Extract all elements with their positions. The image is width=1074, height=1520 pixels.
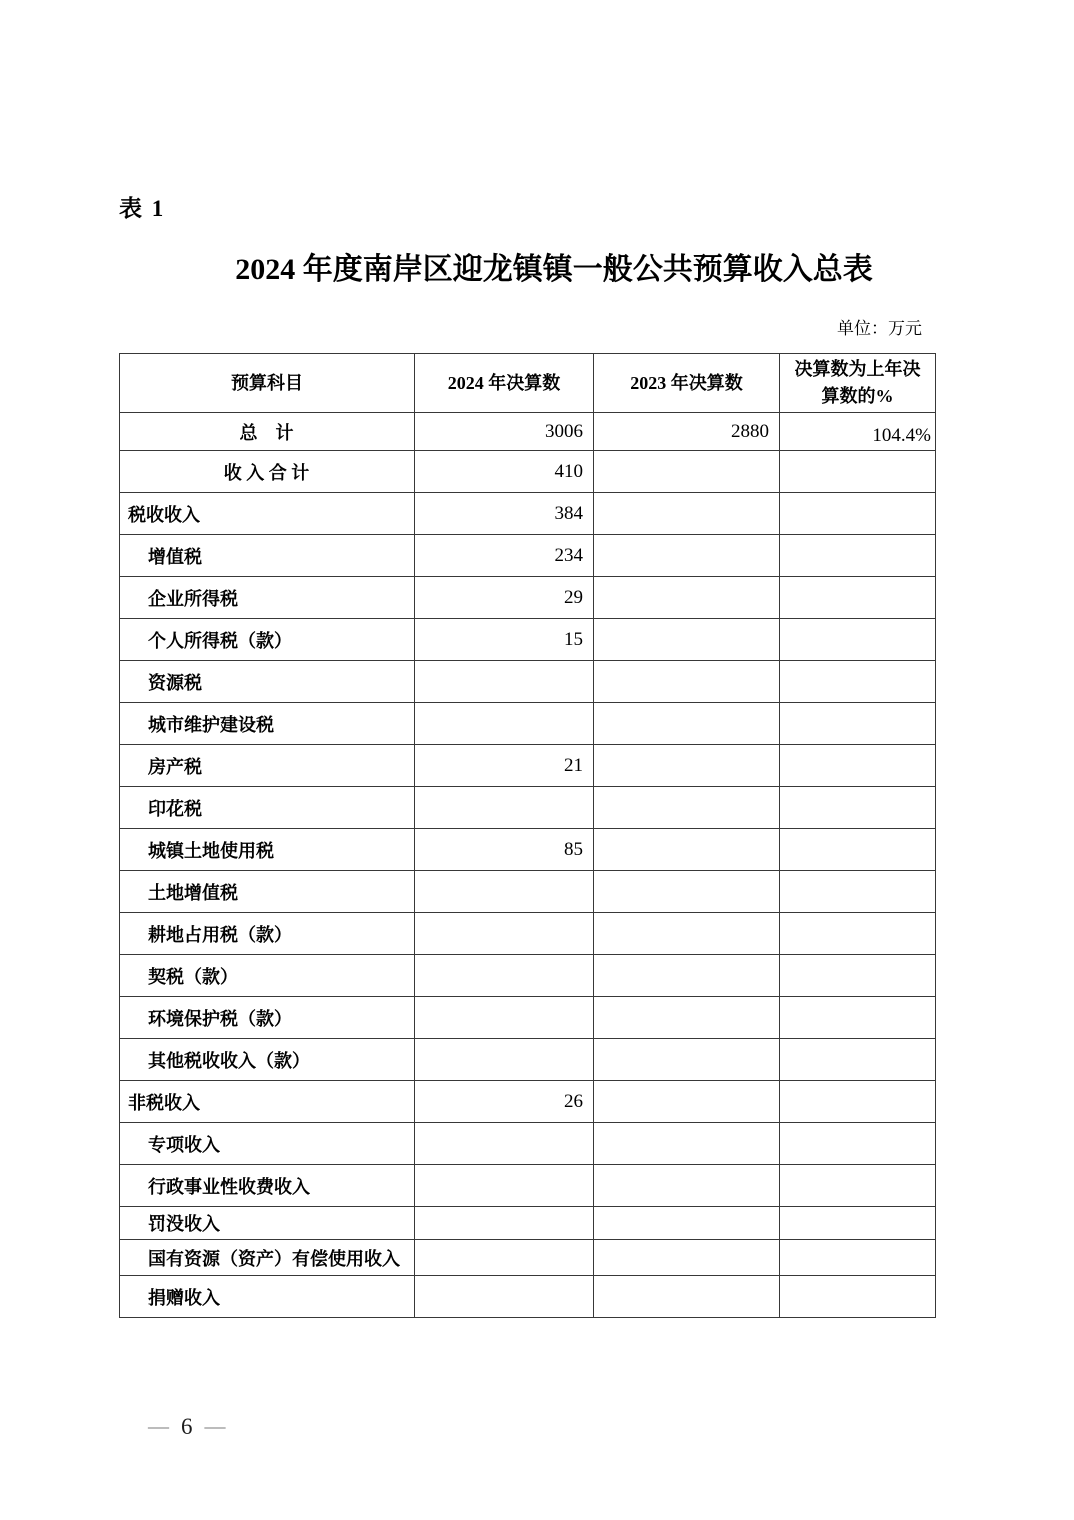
table-row [120, 955, 936, 997]
cell-final-2024 [415, 955, 594, 997]
cell-final-2023 [594, 1039, 780, 1081]
cell-final-2023 [594, 829, 780, 871]
cell-final-2024 [415, 787, 594, 829]
cell-final-2023 [594, 1207, 780, 1240]
cell-percent: 104.4% [780, 413, 936, 451]
header-row [120, 354, 936, 413]
budget-table-body [120, 413, 936, 1318]
row-label: 个人所得税（款） [120, 619, 415, 661]
cell-final-2024: 85 [415, 829, 594, 871]
row-label: 印花税 [120, 787, 415, 829]
cell-final-2024 [415, 1039, 594, 1081]
row-label: 房产税 [120, 745, 415, 787]
table-row [120, 1081, 936, 1123]
table-row [120, 619, 936, 661]
row-label: 土地增值税 [120, 871, 415, 913]
row-label: 收 入 合 计 [120, 451, 415, 493]
cell-final-2023 [594, 703, 780, 745]
cell-percent [780, 829, 936, 871]
cell-final-2023 [594, 745, 780, 787]
cell-final-2024: 26 [415, 1081, 594, 1123]
cell-percent [780, 1276, 936, 1318]
cell-final-2024: 384 [415, 493, 594, 535]
cell-final-2023 [594, 535, 780, 577]
cell-final-2024 [415, 913, 594, 955]
cell-final-2024 [415, 1165, 594, 1207]
row-label: 耕地占用税（款） [120, 913, 415, 955]
cell-final-2024: 15 [415, 619, 594, 661]
table-row [120, 997, 936, 1039]
cell-final-2023 [594, 955, 780, 997]
row-label: 行政事业性收费收入 [120, 1165, 415, 1207]
cell-percent [780, 577, 936, 619]
cell-final-2023: 2880 [594, 413, 780, 451]
cell-percent [780, 913, 936, 955]
row-label: 专项收入 [120, 1123, 415, 1165]
cell-percent [780, 1081, 936, 1123]
cell-percent [780, 871, 936, 913]
row-label: 总 计 [120, 413, 415, 451]
cell-percent [780, 493, 936, 535]
row-label: 增值税 [120, 535, 415, 577]
col-header-subject: 预算科目 [120, 354, 415, 413]
cell-percent [780, 1207, 936, 1240]
cell-final-2024 [415, 1123, 594, 1165]
cell-final-2023 [594, 661, 780, 703]
cell-final-2024 [415, 661, 594, 703]
table-row [120, 913, 936, 955]
row-label: 资源税 [120, 661, 415, 703]
row-label: 非税收入 [120, 1081, 415, 1123]
cell-final-2023 [594, 619, 780, 661]
row-label: 环境保护税（款） [120, 997, 415, 1039]
page-number-right-dash: — [204, 1414, 226, 1438]
cell-percent [780, 787, 936, 829]
table-row [120, 493, 936, 535]
cell-final-2023 [594, 997, 780, 1039]
cell-percent [780, 1039, 936, 1081]
cell-final-2024 [415, 871, 594, 913]
table-row [120, 661, 936, 703]
cell-final-2023 [594, 1276, 780, 1318]
page-number [148, 1415, 226, 1438]
row-label: 罚没收入 [120, 1207, 415, 1240]
cell-final-2024 [415, 1240, 594, 1276]
row-label: 国有资源（资产）有偿使用收入 [120, 1240, 415, 1276]
cell-final-2024 [415, 1276, 594, 1318]
col-header-percent: 决算数为上年决算数的% [780, 354, 936, 413]
cell-final-2024: 21 [415, 745, 594, 787]
cell-final-2023 [594, 451, 780, 493]
row-label: 契税（款） [120, 955, 415, 997]
cell-percent [780, 661, 936, 703]
table-row [120, 871, 936, 913]
row-label: 城镇土地使用税 [120, 829, 415, 871]
row-label: 其他税收收入（款） [120, 1039, 415, 1081]
cell-percent [780, 619, 936, 661]
unit-note: 单位：万元 [837, 319, 922, 338]
cell-final-2023 [594, 913, 780, 955]
cell-final-2023 [594, 871, 780, 913]
budget-table [119, 353, 936, 1318]
cell-final-2023 [594, 493, 780, 535]
col-header-2024: 2024 年决算数 [415, 354, 594, 413]
cell-final-2023 [594, 577, 780, 619]
table-row [120, 1207, 936, 1240]
cell-final-2024 [415, 703, 594, 745]
row-label: 捐赠收入 [120, 1276, 415, 1318]
page-number-value: 6 [181, 1414, 193, 1439]
cell-final-2023 [594, 1165, 780, 1207]
table-row [120, 787, 936, 829]
cell-final-2023 [594, 1123, 780, 1165]
cell-percent [780, 955, 936, 997]
page-title: 2024 年度南岸区迎龙镇镇一般公共预算收入总表 [235, 253, 873, 286]
cell-percent [780, 451, 936, 493]
col-header-2023: 2023 年决算数 [594, 354, 780, 413]
cell-percent [780, 535, 936, 577]
page-number-left-dash: — [148, 1414, 169, 1438]
cell-percent [780, 1123, 936, 1165]
cell-percent [780, 1165, 936, 1207]
table-row [120, 413, 936, 451]
table-row [120, 1276, 936, 1318]
table-row [120, 577, 936, 619]
table-row [120, 1039, 936, 1081]
row-label: 税收收入 [120, 493, 415, 535]
budget-table-header [120, 354, 936, 413]
cell-percent [780, 703, 936, 745]
table-row [120, 1165, 936, 1207]
table-row [120, 451, 936, 493]
row-label: 企业所得税 [120, 577, 415, 619]
cell-final-2024: 29 [415, 577, 594, 619]
row-label: 城市维护建设税 [120, 703, 415, 745]
table-row [120, 829, 936, 871]
cell-percent [780, 745, 936, 787]
table-row [120, 535, 936, 577]
cell-final-2024 [415, 997, 594, 1039]
table-row [120, 1240, 936, 1276]
cell-final-2023 [594, 1240, 780, 1276]
table-label: 表 1 [119, 196, 166, 221]
cell-final-2023 [594, 1081, 780, 1123]
cell-final-2024 [415, 1207, 594, 1240]
cell-final-2024: 234 [415, 535, 594, 577]
table-row [120, 1123, 936, 1165]
table-row [120, 745, 936, 787]
table-row [120, 703, 936, 745]
cell-percent [780, 1240, 936, 1276]
cell-final-2023 [594, 787, 780, 829]
cell-percent [780, 997, 936, 1039]
cell-final-2024: 410 [415, 451, 594, 493]
cell-final-2024: 3006 [415, 413, 594, 451]
